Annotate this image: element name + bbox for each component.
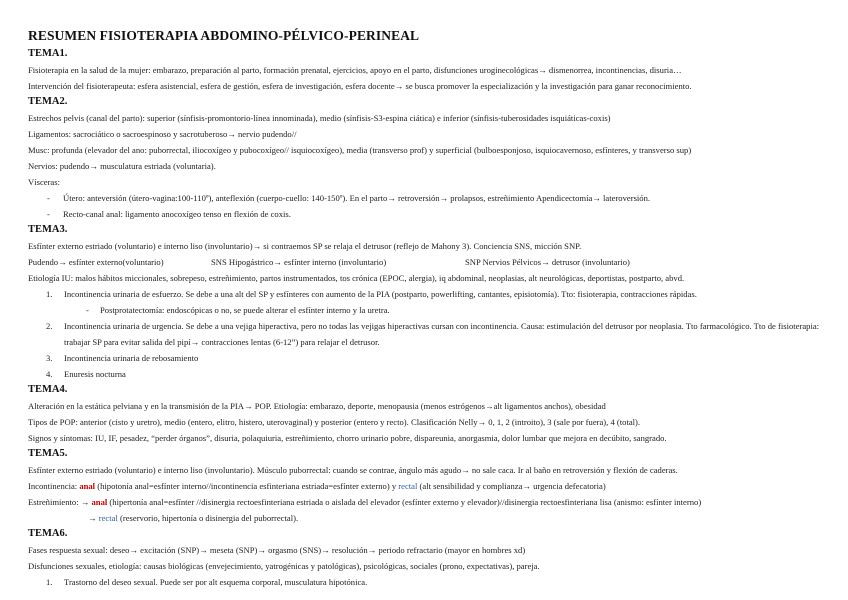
list-item-text: Incontinencia urinaria de esfuerzo. Se debe a una alt del SP y esfínteres con aumento de la PIA (postparto, powerlifting, cantantes, episiotomía). Tto: fisioterapia, contracciones rápidas.	[64, 289, 697, 299]
tema3-line-1: Esfínter externo estriado (voluntario) e interno liso (involuntario)→ si contraemos SP se relaja el detrusor (reflejo de Mahony 3). Conciencia SNS, micción SNP.	[28, 241, 582, 251]
list-number: 4.	[46, 369, 53, 379]
inc-anal-keyword: anal	[79, 481, 96, 491]
bullet-dash: -	[47, 209, 50, 219]
sub-list-item	[28, 302, 820, 318]
inc-rectal-keyword: rectal	[398, 481, 418, 491]
inc-suffix: (alt sensibilidad y complianza→ urgencia defecatoria)	[417, 481, 606, 491]
tema1-heading: TEMA1.	[28, 48, 68, 59]
tema2-line-1: Estrechos pelvis (canal del parto): superior (sínfisis-promontorio-línea innominada), medio (sínfisis-S3-espina ciática) e inferior (sínfisis-tuberosidades isquiáticas-coxis)	[28, 113, 611, 123]
est-arrow: →	[88, 513, 99, 523]
nerve-sns: SNS Hipogástrico→ esfínter interno (involuntario)	[211, 257, 387, 267]
tema3-line-3: Etiología IU: malos hábitos miccionales, sobrepeso, estreñimiento, partos instrumentados, tos crónica (EPOC, alergia), iq abdominal, neoplasias, alt neurológicas, deportistas, postparto, abvd.	[28, 273, 685, 283]
tema2-bullet-list	[28, 190, 820, 222]
list-item-text: Útero: anteversión (útero-vagina:100-110º), anteflexión (cuerpo-cuello: 140-150º). En el parto→ retroversión→ prolapsos, estreñimiento Apendicectomía→ lateroversión.	[63, 193, 651, 203]
tema2-heading: TEMA2.	[28, 96, 68, 107]
tema4-heading: TEMA4.	[28, 384, 68, 395]
list-item	[28, 190, 820, 206]
list-item	[28, 366, 820, 382]
list-item-text: Trastorno del deseo sexual. Puede ser por alt esquema corporal, musculatura hipotónica.	[64, 577, 368, 587]
nerve-snp: SNP Nervios Pélvicos→ detrusor (involuntario)	[465, 257, 630, 267]
tema5-estrenimiento-rectal	[28, 510, 820, 526]
list-item	[28, 318, 820, 350]
tema5-estrenimiento	[28, 494, 820, 510]
list-number: 3.	[46, 353, 53, 363]
est-anal-keyword: anal	[91, 497, 108, 507]
est-prefix: Estreñimiento: →	[28, 497, 92, 507]
inc-prefix: Incontinencia:	[28, 481, 80, 491]
list-item	[28, 286, 820, 302]
tema2-line-2: Ligamentos: sacrociático o sacroespinoso y sacrotuberoso→ nervio pudendo//	[28, 129, 297, 139]
list-item	[28, 350, 820, 366]
tema4-line-3: Signos y síntomas: IU, IF, pesadez, “perder órganos”, disuria, polaquiuria, estreñimiento, chorro urinario pobre, dispareunia, anorgasmia, dolor lumbar que mejora en decúbito, sangrado.	[28, 433, 667, 443]
tema2-line-3: Musc: profunda (elevador del ano: puborrectal, iliocoxígeo y pubocoxígeo// isquiocoxígeo), media (transverso prof) y superficial (bulboesponjoso, isquiocavernoso, esfínteres, y transverso sup)	[28, 145, 692, 155]
tema5-heading: TEMA5.	[28, 448, 68, 459]
tema4-line-2: Tipos de POP: anterior (cisto y uretro), medio (entero, elitro, histero, uterovaginal) y posterior (entero y recto). Clasificación Nelly→ 0, 1, 2 (introito), 3 (sale por fuera), 4 (total).	[28, 417, 641, 427]
sub-item-text: Postprotatectomía: endoscópicas o no, se puede alterar el esfínter interno y la uretra.	[100, 305, 390, 315]
tema2-line-5: Vísceras:	[28, 177, 60, 187]
tema4-line-1: Alteración en la estática pelviana y en la transmisión de la PIA→ POP. Etiología: embarazo, deporte, menopausia (menos estrógenos→alt ligamentos anchos), obesidad	[28, 401, 606, 411]
tema1-line-2: Intervención del fisioterapeuta: esfera asistencial, esfera de gestión, esfera de investigación, esfera docente→ se busca promover la especialización y la investigación para ganar reconocimiento.	[28, 81, 692, 91]
list-item	[28, 574, 820, 590]
tema6-numbered-list	[28, 574, 820, 590]
tema6-line-2: Disfunciones sexuales, etiología: causas biológicas (envejecimiento, yatrogénicas y patológicas), psicológicas, sociales (prono, expectativas), pareja.	[28, 561, 540, 571]
est-mid: (hipertonía anal=esfínter //disinergia rectoesfinteriana estriada o aislada del elevador (esfínter externo y elevador)//disinergia rectoesfinteriana lisa (anismo: esfínter interno)	[107, 497, 702, 507]
est-rectal-keyword: rectal	[98, 513, 118, 523]
document-title: RESUMEN FISIOTERAPIA ABDOMINO-PÉLVICO-PERINEAL	[28, 28, 420, 43]
list-item-text: Enuresis nocturna	[64, 369, 126, 379]
est-suffix: (reservorio, hipertonía o disinergia del puborrectal).	[117, 513, 299, 523]
list-item	[28, 206, 820, 222]
inc-mid: (hipotonía anal=esfínter interno//incontinencia esfinteriana estriada=esfínter externo) y	[95, 481, 399, 491]
tema6-line-1: Fases respuesta sexual: deseo→ excitación (SNP)→ meseta (SNP)→ orgasmo (SNS)→ resolución→ periodo refractario (mayor en hombres xd)	[28, 545, 526, 555]
tema3-nerves-row	[28, 254, 820, 270]
list-item-text: Incontinencia urinaria de rebosamiento	[64, 353, 199, 363]
list-item-text: Incontinencia urinaria de urgencia. Se debe a una vejiga hiperactiva, pero no todas las vejigas hiperactivas cursan con incontinencia. Causa: estimulación del detrusor por neoplasia. Tto farmacológico. Tto de fisioterapia: trabajar SP para evitar salida del pipí→ contracciones lentas (6-12”) para relajar el detrusor.	[64, 321, 820, 347]
tema3-heading: TEMA3.	[28, 224, 68, 235]
list-number: 2.	[46, 321, 53, 331]
list-item-text: Recto-canal anal: ligamento anocoxígeo tenso en flexión de coxis.	[63, 209, 291, 219]
bullet-dash: -	[86, 305, 89, 315]
list-number: 1.	[46, 577, 53, 587]
list-number: 1.	[46, 289, 53, 299]
tema2-line-4: Nervios: pudendo→ musculatura estriada (voluntaria).	[28, 161, 216, 171]
tema6-heading: TEMA6.	[28, 528, 68, 539]
tema3-numbered-list	[28, 286, 820, 382]
tema5-line-1: Esfínter externo estriado (voluntario) e interno liso (involuntario). Músculo puborrectal: cuando se contrae, ángulo más agudo→ no sale caca. Ir al baño en retroversión y flexión de caderas.	[28, 465, 678, 475]
bullet-dash: -	[47, 193, 50, 203]
tema5-incontinencia	[28, 478, 820, 494]
nerve-pudendo: Pudendo→ esfínter externo(voluntario)	[28, 257, 164, 267]
tema1-line-1: Fisioterapia en la salud de la mujer: embarazo, preparación al parto, formación prenatal, ejercicios, apoyo en el parto, disfunciones uroginecológicas→ dismenorrea, incontinencias, disuria…	[28, 65, 682, 75]
